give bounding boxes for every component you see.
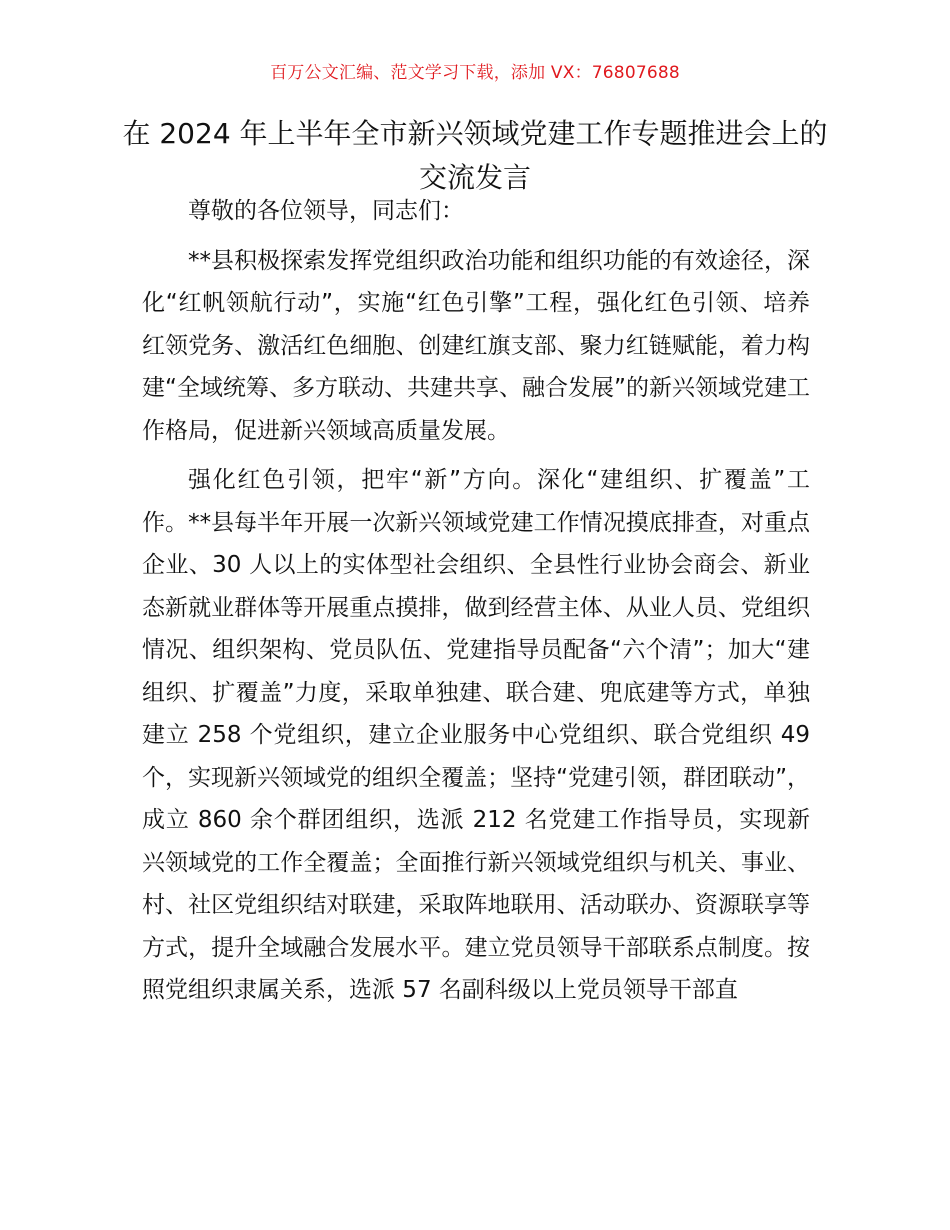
paragraph-red-leadership: 强化红色引领，把牢“新”方向。深化“建组织、扩覆盖”工作。**县每半年开展一次新兴领域党建工作情况摸底排查，对重点企业、30 人以上的实体型社会组织、全县性行业协会商会、新业态新就业群体等开展重点摸排，做到经营主体、从业人员、党组织情况、组织架构、党员队伍、党建指导员配备“六个清”；加大“建组织、扩覆盖”力度，采取单独建、联合建、兜底建等方式，单独建立 258 个党组织，建立企业服务中心党组织、联合党组织 49 个，实现新兴领域党的组织全覆盖；坚持“党建引领，群团联动”，成立 860 余个群团组织，选派 212 名党建工作指导员，实现新兴领域党的工作全覆盖；全面推行新兴领域党组织与机关、事业、村、社区党组织结对联建，采取阵地联用、活动联办、资源联享等方式，提升全域融合发展水平。建立党员领导干部联系点制度。按照党组织隶属关系，选派 57 名副科级以上党员领导干部直 xyxy=(142,467,810,1003)
salutation: 尊敬的各位领导，同志们： xyxy=(188,198,464,224)
header-watermark: 百万公文汇编、范文学习下载，添加 VX：76807688 xyxy=(270,63,680,83)
page-title: 在 2024 年上半年全市新兴领域党建工作专题推进会上的交流发言 xyxy=(122,117,828,194)
document-body xyxy=(142,190,810,1019)
paragraph-intro: **县积极探索发挥党组织政治功能和组织功能的有效途径，深化“红帆领航行动”，实施“红色引擎”工程，强化红色引领、培养红领党务、激活红色细胞、创建红旗支部、聚力红链赋能，着力构建“全域统筹、多方联动、共建共享、融合发展”的新兴领域党建工作格局，促进新兴领域高质量发展。 xyxy=(142,247,810,444)
